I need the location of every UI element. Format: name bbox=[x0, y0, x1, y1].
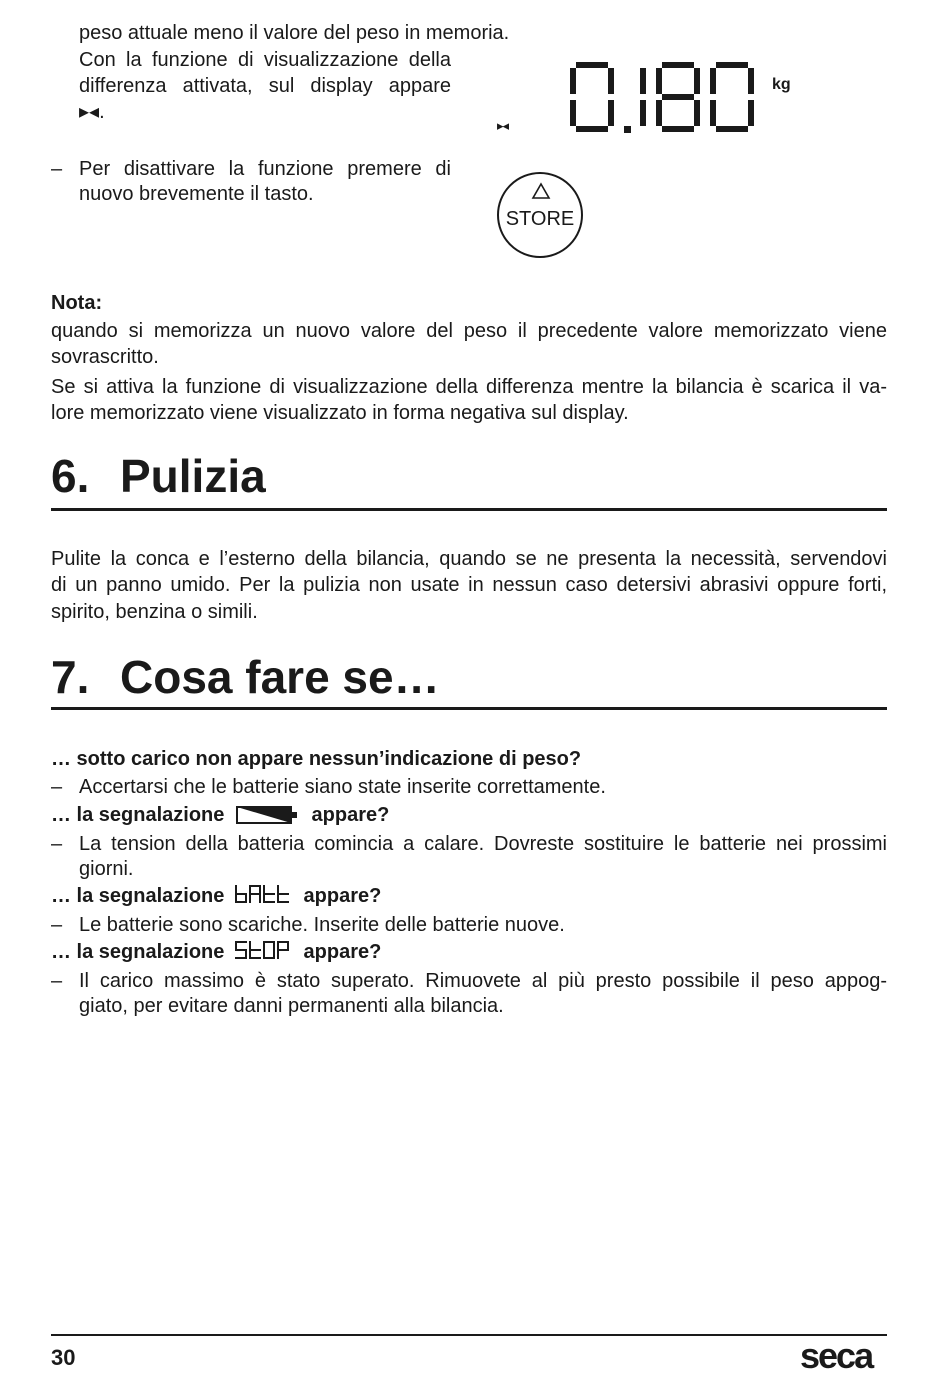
low-battery-icon bbox=[236, 806, 298, 824]
seg-stop-char-1 bbox=[250, 942, 260, 958]
note-title: Nota: bbox=[51, 292, 103, 314]
answer-batt: Le batterie sono scariche. Inserite delle batterie nuove. bbox=[79, 914, 565, 936]
seg-stop-char-0 bbox=[236, 942, 246, 958]
list-dash: – bbox=[51, 833, 63, 855]
display-digit-0 bbox=[570, 62, 614, 132]
answer-stop-line1: Il carico massimo è stato superato. Rimuovete al più presto possibile il peso appog- bbox=[79, 970, 887, 992]
section7-rule bbox=[51, 707, 887, 710]
section6-number: 6. bbox=[51, 450, 90, 502]
intro-line: peso attuale meno il valore del peso in memoria. bbox=[79, 22, 510, 44]
question-suffix: appare? bbox=[303, 885, 382, 907]
question-suffix: appare? bbox=[311, 804, 390, 826]
weight-display-digits bbox=[566, 62, 796, 137]
batt-display-code bbox=[234, 885, 292, 905]
note-line1: quando si memorizza un nuovo valore del peso il precedente valore memorizzato viene bbox=[51, 320, 887, 342]
intro-paragraph-line2: differenza attivata, sul display appare bbox=[79, 75, 451, 97]
list-dash: – bbox=[51, 158, 63, 180]
store-button-label: STORE bbox=[505, 208, 575, 230]
seg-batt-char-3 bbox=[278, 886, 288, 902]
answer-no-weight: Accertarsi che le batterie siano state inserite correttamente. bbox=[79, 776, 606, 798]
seca-logo: seca bbox=[800, 1335, 873, 1376]
seg-batt-char-1 bbox=[250, 886, 260, 902]
question-prefix: … la segnalazione bbox=[51, 941, 225, 963]
note-line2: sovrascritto. bbox=[51, 346, 159, 368]
question-battery-low bbox=[51, 802, 389, 829]
weight-display bbox=[566, 62, 796, 137]
intro-paragraph-line3: ▸◂. bbox=[79, 101, 105, 123]
intro-dash-item-line1: Per disattivare la funzione premere di bbox=[79, 158, 451, 180]
question-stop bbox=[51, 939, 381, 966]
question-prefix: … la segnalazione bbox=[51, 804, 225, 826]
page-number: 30 bbox=[51, 1345, 76, 1370]
answer-battery-low-line1: La tension della batteria comincia a calare. Dovreste sostituire le batterie nei prossimi bbox=[79, 833, 887, 855]
question-no-weight: … sotto carico non appare nessun’indicazione di peso? bbox=[51, 748, 582, 770]
footer-rule bbox=[51, 1334, 887, 1336]
answer-stop-line2: giato, per evitare danni permanenti alla bilancia. bbox=[79, 995, 504, 1017]
seg-stop-char-2 bbox=[264, 942, 274, 958]
section6-rule bbox=[51, 508, 887, 511]
seg-batt-char-2 bbox=[264, 886, 274, 902]
display-digit-1 bbox=[640, 68, 646, 126]
answer-battery-low-line2: giorni. bbox=[79, 858, 134, 880]
section6-line1: Pulite la conca e l’esterno della bilancia, quando se ne presenta la necessità, servendovi bbox=[51, 548, 887, 570]
display-digit-2 bbox=[656, 62, 700, 132]
section6-title: Pulizia bbox=[120, 450, 266, 502]
seg-batt-char-0 bbox=[236, 886, 246, 902]
seg-stop-char-3 bbox=[278, 942, 288, 958]
section7-number: 7. bbox=[51, 651, 90, 703]
weight-unit: kg bbox=[772, 76, 791, 93]
question-suffix: appare? bbox=[303, 941, 382, 963]
question-prefix: … la segnalazione bbox=[51, 885, 225, 907]
list-dash: – bbox=[51, 914, 63, 936]
note-line3: Se si attiva la funzione di visualizzazione della differenza mentre la bilancia è scarica il va- bbox=[51, 376, 887, 398]
section6-line3: spirito, benzina o simili. bbox=[51, 601, 258, 623]
intro-dash-item-line2: nuovo brevemente il tasto. bbox=[79, 183, 314, 205]
section7-title: Cosa fare se… bbox=[120, 651, 440, 703]
store-button[interactable] bbox=[497, 172, 583, 258]
section6-line2: di un panno umido. Per la pulizia non usate in nessun caso detersivi abrasivi oppure forti, bbox=[51, 574, 887, 596]
list-dash: – bbox=[51, 776, 63, 798]
question-batt bbox=[51, 883, 381, 910]
note-line4: lore memorizzato viene visualizzato in forma negativa sul display. bbox=[51, 402, 629, 424]
display-digit-3 bbox=[710, 62, 754, 132]
list-dash: – bbox=[51, 970, 63, 992]
display-decimal-point bbox=[624, 126, 631, 133]
difference-indicator-icon: ▸◂ bbox=[497, 118, 509, 133]
triangle-up-outline-icon bbox=[531, 182, 551, 200]
intro-paragraph-line1: Con la funzione di visualizzazione della bbox=[79, 49, 451, 71]
stop-display-code bbox=[234, 941, 292, 961]
